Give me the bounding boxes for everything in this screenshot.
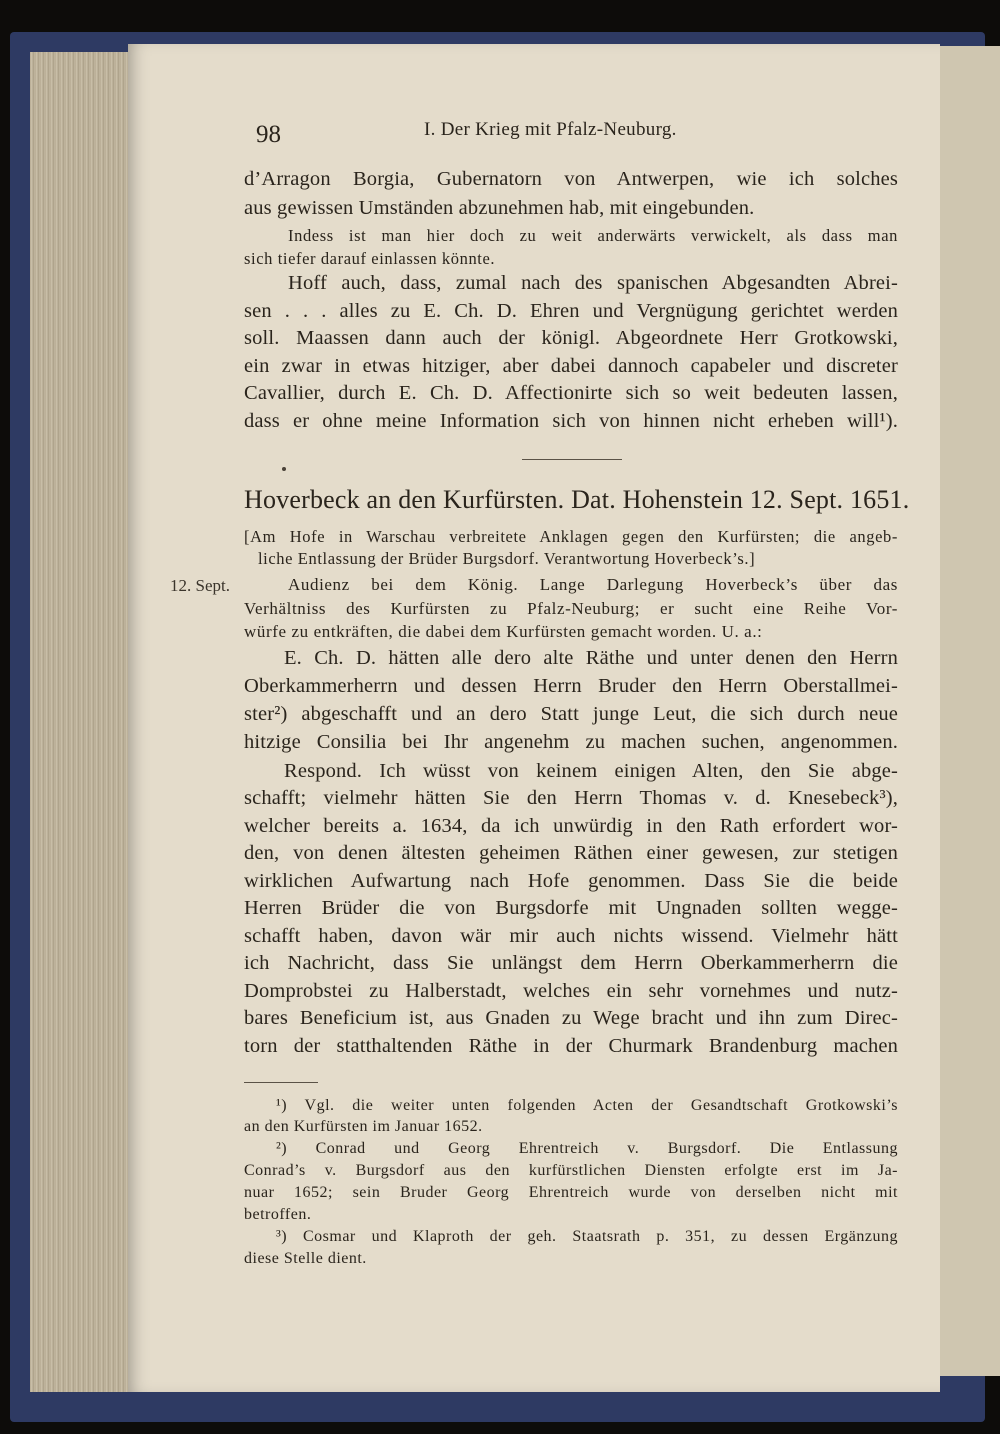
audienz-line: Verhältniss des Kurfürsten zu Pfalz-Neuburg; er sucht eine Reihe Vor- [244,599,898,618]
footnote-line: Conrad’s v. Burgsdorf aus den kurfürstlichen Diensten erfolgte erst im Ja- [244,1162,898,1179]
footnote-line: betroffen. [244,1206,312,1223]
footnote-rule [244,1082,318,1083]
text-line: Hoff auch, dass, zumal nach des spanischen Abgesandten Abrei- [288,272,898,294]
note-line: sich tiefer darauf einlassen könnte. [244,249,496,268]
text-line: torn der statthaltenden Räthe in der Churmark Brandenburg machen [244,1035,898,1057]
text-line: den, von denen ältesten geheimen Räthen einer gewesen, zur stetigen [244,842,898,864]
text-line: Domprobstei zu Halberstadt, welches ein sehr vornehmes und nutz- [244,980,898,1002]
text-line: schafft; vielmehr hätten Sie den Herrn Thomas v. d. Knesebeck³), [244,787,898,809]
audienz-line: würfe zu entkräften, die dabei dem Kurfürsten gemacht worden. U. a.: [244,622,763,641]
text-line: dass er ohne meine Information sich von hinnen nicht erheben will¹). [244,410,898,432]
page-stack-edge [30,52,142,1392]
page-number: 98 [256,121,281,148]
text-line: E. Ch. D. hätten alle dero alte Räthe und unter denen den Herrn [284,647,898,669]
text-line: Cavallier, durch E. Ch. D. Affectionirte sich so weit bedeuten lassen, [244,382,898,404]
footnote-line: ³) Cosmar und Klaproth der geh. Staatsrath p. 351, zu dessen Ergänzung [276,1228,898,1245]
footnote-line: an den Kurfürsten im Januar 1652. [244,1118,483,1135]
footnote-line: nuar 1652; sein Bruder Georg Ehrentreich wurde von derselben nicht mit [244,1184,898,1201]
facing-page-edge [930,46,1000,1376]
text-line: d’Arragon Borgia, Gubernatorn von Antwerpen, wie ich solches [244,168,898,190]
summary-line: [Am Hofe in Warschau verbreitete Anklagen gegen den Kurfürsten; die angeb- [244,527,898,546]
running-title: I. Der Krieg mit Pfalz-Neuburg. [424,119,677,140]
section-heading: Hoverbeck an den Kurfürsten. Dat. Hohenstein 12. Sept. 1651. [244,485,910,514]
margin-date: 12. Sept. [170,576,230,595]
text-line: ster²) abgeschafft und an dero Statt junge Leut, die sich durch neue [244,703,898,725]
text-line: Herren Brüder die von Burgsdorfe mit Ungnaden sollten wegge- [244,897,898,919]
text-line: bares Beneficium ist, aus Gnaden zu Wege bracht und ihn zum Direc- [244,1007,898,1029]
text-line: wirklichen Aufwartung nach Hofe genommen. Dass Sie die beide [244,870,898,892]
text-line: hitzige Consilia bei Ihr angenehm zu machen suchen, angenommen. [244,731,898,753]
audienz-line: Audienz bei dem König. Lange Darlegung Hoverbeck’s über das [288,575,898,594]
text-line: welcher bereits a. 1634, da ich unwürdig in den Rath erfordert wor- [244,815,898,837]
footnote-line: ¹) Vgl. die weiter unten folgenden Acten der Gesandtschaft Grotkowski’s [276,1097,898,1114]
text-line: Respond. Ich wüsst von keinem einigen Alten, den Sie abge- [284,760,898,782]
section-separator [522,459,622,460]
footnote-line: ²) Conrad und Georg Ehrentreich v. Burgsdorf. Die Entlassung [276,1140,898,1157]
ink-speck [282,467,286,471]
text-line: soll. Maassen dann auch der königl. Abgeordnete Herr Grotkowski, [244,327,898,349]
note-line: Indess ist man hier doch zu weit anderwärts verwickelt, als dass man [288,226,898,245]
text-line: aus gewissen Umständen abzunehmen hab, mit eingebunden. [244,197,755,219]
text-line: sen . . . alles zu E. Ch. D. Ehren und Vergnügung gerichtet werden [244,300,898,322]
text-line: ein zwar in etwas hitziger, aber dabei dannoch capabeler und discreter [244,355,898,377]
text-line: Oberkammerherrn und dessen Herrn Bruder den Herrn Oberstallmei- [244,675,898,697]
summary-line: liche Entlassung der Brüder Burgsdorf. Verantwortung Hoverbeck’s.] [258,549,756,568]
text-line: ich Nachricht, dass Sie unlängst dem Herrn Oberkammerherrn die [244,952,898,974]
text-line: schafft haben, davon wär mir auch nichts wissend. Vielmehr hätt [244,925,898,947]
footnote-line: diese Stelle dient. [244,1250,367,1267]
